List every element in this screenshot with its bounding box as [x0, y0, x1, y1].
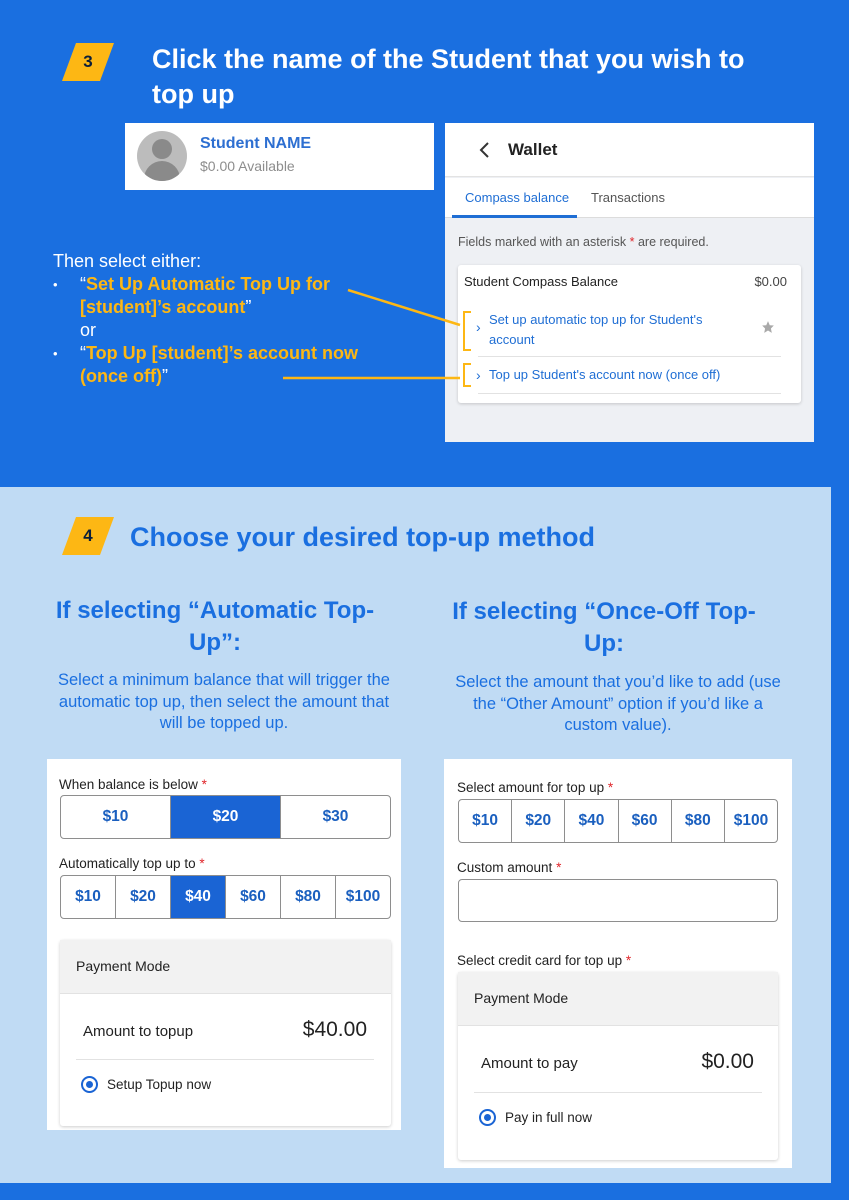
topup-option-100[interactable]: $100	[335, 876, 390, 918]
tab-compass-balance[interactable]: Compass balance	[465, 190, 570, 205]
pay-in-full-radio[interactable]	[479, 1109, 496, 1126]
payment-mode-header: Payment Mode	[458, 972, 778, 1026]
step-4-badge: 4	[62, 517, 114, 555]
balance-option-10[interactable]: $10	[102, 808, 129, 825]
balance-below-options	[60, 795, 391, 839]
student-available-balance: $0.00 Available	[200, 158, 295, 174]
select-amount-label: Select amount for top up *	[457, 780, 614, 795]
instructions-or: or	[80, 320, 97, 340]
instructions: Then select either: • “Set Up Automatic Top Up for [student]’s account” or • “Top Up [student]’s account now (once off)”	[53, 250, 393, 388]
amount-to-topup-label: Amount to topup	[83, 1023, 194, 1040]
custom-amount-input[interactable]	[458, 879, 778, 922]
once-off-heading: If selecting “Once-Off Top-Up:	[452, 598, 756, 657]
amount-to-pay-label: Amount to pay	[481, 1055, 578, 1072]
amount-option-60[interactable]: $60	[618, 800, 671, 842]
balance-option-30[interactable]: $30	[280, 796, 390, 838]
automatic-description: Select a minimum balance that will trigger the automatic top up, then select the amount that will be topped up.	[58, 671, 390, 732]
topup-option-60[interactable]: $60	[225, 876, 280, 918]
once-off-description: Select the amount that you’d like to add (use the “Other Amount” option if you’d like a custom value).	[455, 673, 781, 734]
divider	[474, 1092, 762, 1093]
topup-option-20[interactable]: $20	[115, 876, 170, 918]
amount-to-pay-value: $0.00	[701, 1050, 754, 1073]
amount-option-20[interactable]: $20	[511, 800, 564, 842]
required-fields-note: Fields marked with an asterisk * are required.	[458, 235, 709, 249]
chevron-right-icon: ›	[476, 319, 481, 335]
step-3-badge: 3	[62, 43, 114, 81]
payment-mode-card	[60, 940, 391, 1126]
payment-mode-card	[458, 972, 778, 1160]
setup-automatic-topup-link[interactable]: Set up automatic top up for Student's account	[489, 312, 703, 347]
amount-option-40[interactable]: $40	[564, 800, 617, 842]
topup-option-80[interactable]: $80	[280, 876, 335, 918]
amount-option-10[interactable]: $10	[472, 812, 499, 829]
balance-title: Student Compass Balance	[464, 274, 618, 289]
instructions-intro: Then select either:	[53, 251, 202, 271]
setup-topup-label: Setup Topup now	[107, 1077, 212, 1092]
step3-heading: Click the name of the Student that you wish to top up	[152, 44, 745, 109]
topup-option-10[interactable]: $10	[75, 888, 101, 905]
amount-option-80[interactable]: $80	[671, 800, 724, 842]
student-name[interactable]: Student NAME	[200, 135, 312, 152]
payment-mode-header: Payment Mode	[60, 940, 391, 994]
amount-to-topup-value: $40.00	[302, 1018, 367, 1041]
divider	[76, 1059, 374, 1060]
setup-topup-radio[interactable]	[81, 1076, 98, 1093]
pay-in-full-label: Pay in full now	[505, 1110, 593, 1125]
automatic-heading: If selecting “Automatic Top-Up”:	[55, 597, 375, 656]
balance-below-label: When balance is below *	[59, 777, 207, 792]
custom-amount-label: Custom amount *	[457, 860, 562, 875]
step4-heading: Choose your desired top-up method	[130, 522, 596, 552]
connector-lines	[0, 0, 849, 487]
option-once-off-text: Top Up [student]’s account now (once off)	[80, 343, 358, 386]
chevron-right-icon: ›	[476, 367, 481, 383]
topup-to-options	[60, 875, 391, 919]
topup-to-label: Automatically top up to *	[59, 856, 205, 871]
once-off-topup-panel	[444, 759, 792, 1168]
topup-option-40[interactable]: $40	[170, 876, 225, 918]
amount-option-100[interactable]: $100	[724, 800, 777, 842]
amount-options	[458, 799, 778, 843]
tab-transactions[interactable]: Transactions	[591, 190, 665, 205]
balance-option-20[interactable]: $20	[170, 796, 280, 838]
topup-now-link[interactable]: Top up Student's account now (once off)	[489, 367, 721, 382]
step4-section	[0, 487, 831, 1183]
option-automatic-text: Set Up Automatic Top Up for [student]’s account	[80, 274, 330, 317]
credit-card-label: Select credit card for top up *	[457, 953, 632, 968]
balance-amount: $0.00	[754, 274, 787, 289]
step3-section	[0, 0, 849, 487]
automatic-topup-panel	[47, 759, 401, 1130]
wallet-title: Wallet	[508, 140, 558, 159]
